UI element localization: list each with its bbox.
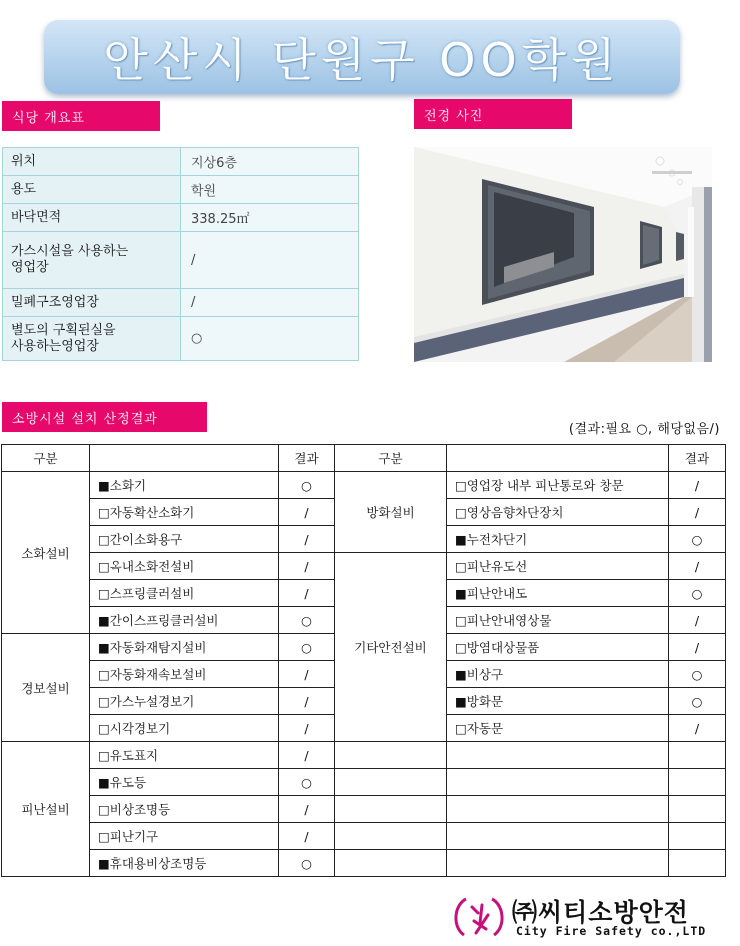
- photo-section-label: 전경 사진: [414, 99, 572, 129]
- facility-result: /: [669, 634, 726, 661]
- facility-result: /: [279, 688, 335, 715]
- logo-korean-name: ㈜씨티소방안전: [512, 898, 689, 927]
- category-cell: 피난설비: [2, 742, 90, 877]
- table-row: [2, 850, 726, 877]
- facility-item: □방염대상물품: [447, 634, 669, 661]
- facility-result: /: [669, 715, 726, 742]
- facility-item: □시각경보기: [90, 715, 279, 742]
- facility-result: /: [669, 499, 726, 526]
- facility-result: ○: [669, 688, 726, 715]
- table-header-row: [2, 445, 726, 472]
- empty-cell: [669, 796, 726, 823]
- facility-result: ○: [279, 769, 335, 796]
- facility-item: ■소화기: [90, 472, 279, 499]
- empty-cell: [669, 850, 726, 877]
- overview-value: /: [181, 232, 359, 289]
- category-cell: 소화설비: [2, 472, 90, 634]
- table-row: [2, 823, 726, 850]
- category-cell: 기타안전설비: [335, 553, 447, 742]
- overview-table: [2, 147, 359, 361]
- facility-result: /: [279, 742, 335, 769]
- overview-key: 밀폐구조영업장: [3, 289, 181, 317]
- facility-item: □자동문: [447, 715, 669, 742]
- facility-item: □피난유도선: [447, 553, 669, 580]
- overview-value: 학원: [181, 176, 359, 204]
- facility-item: □유도표지: [90, 742, 279, 769]
- overview-row: [3, 289, 359, 317]
- facility-result: /: [279, 796, 335, 823]
- empty-cell: [447, 742, 669, 769]
- facility-item: ■유도등: [90, 769, 279, 796]
- header-category-left: 구분: [2, 445, 90, 472]
- company-logo: [448, 893, 732, 941]
- facility-item: □간이소화용구: [90, 526, 279, 553]
- overview-value: 지상6층: [181, 148, 359, 176]
- facility-item: ■방화문: [447, 688, 669, 715]
- facility-item: □자동화재속보설비: [90, 661, 279, 688]
- empty-cell: [335, 769, 447, 796]
- facility-result: /: [279, 715, 335, 742]
- overview-key: 위치: [3, 148, 181, 176]
- facility-item: ■자동화재탐지설비: [90, 634, 279, 661]
- empty-cell: [335, 850, 447, 877]
- facility-item: ■누전차단기: [447, 526, 669, 553]
- legend-note: (결과:필요 ○, 해당없음/): [568, 422, 720, 437]
- header-item-left: [90, 445, 279, 472]
- fire-safety-logo-icon: [448, 893, 510, 939]
- table-row: [2, 742, 726, 769]
- overview-row: [3, 204, 359, 232]
- facility-item: □스프링클러설비: [90, 580, 279, 607]
- facility-item: □피난안내영상물: [447, 607, 669, 634]
- facility-item: □영업장 내부 피난통로와 창문: [447, 472, 669, 499]
- overview-row: [3, 176, 359, 204]
- result-section-label: 소방시설 설치 산정결과: [2, 402, 207, 432]
- facility-item: □피난기구: [90, 823, 279, 850]
- facility-item: ■피난안내도: [447, 580, 669, 607]
- header-item-right: [447, 445, 669, 472]
- overview-row: [3, 317, 359, 361]
- facility-item: □비상조명등: [90, 796, 279, 823]
- facility-result: /: [279, 553, 335, 580]
- empty-cell: [447, 823, 669, 850]
- facility-result: /: [279, 823, 335, 850]
- header-result-left: 결과: [279, 445, 335, 472]
- overview-key: 용도: [3, 176, 181, 204]
- logo-english-name: City Fire Safety co.,LTD: [516, 924, 707, 938]
- empty-cell: [669, 823, 726, 850]
- facility-result: /: [279, 580, 335, 607]
- empty-cell: [335, 796, 447, 823]
- overview-row: [3, 232, 359, 289]
- category-cell: 방화설비: [335, 472, 447, 553]
- empty-cell: [335, 742, 447, 769]
- facility-item: □자동확산소화기: [90, 499, 279, 526]
- page-title: 안산시 단원구 OO학원: [103, 33, 621, 87]
- facility-item: □옥내소화전설비: [90, 553, 279, 580]
- facility-result: ○: [279, 607, 335, 634]
- table-row: [2, 796, 726, 823]
- building-photo: [414, 147, 712, 362]
- fire-facility-table: [1, 444, 726, 877]
- facility-item: ■비상구: [447, 661, 669, 688]
- header-result-right: 결과: [669, 445, 726, 472]
- facility-result: /: [279, 661, 335, 688]
- facility-result: ○: [669, 580, 726, 607]
- facility-result: ○: [279, 850, 335, 877]
- facility-result: ○: [669, 661, 726, 688]
- table-row: [2, 769, 726, 796]
- header-category-right: 구분: [335, 445, 447, 472]
- facility-result: ○: [279, 472, 335, 499]
- facility-result: /: [669, 472, 726, 499]
- facility-result: /: [279, 526, 335, 553]
- empty-cell: [669, 742, 726, 769]
- table-row: [2, 553, 726, 580]
- category-cell: 경보설비: [2, 634, 90, 742]
- overview-value: ○: [181, 317, 359, 361]
- empty-cell: [335, 823, 447, 850]
- empty-cell: [669, 769, 726, 796]
- title-banner: [44, 20, 680, 94]
- facility-result: /: [669, 607, 726, 634]
- facility-result: ○: [279, 634, 335, 661]
- empty-cell: [447, 796, 669, 823]
- facility-result: /: [279, 499, 335, 526]
- table-row: [2, 472, 726, 499]
- overview-section-label: 식당 개요표: [2, 101, 160, 131]
- facility-item: ■휴대용비상조명등: [90, 850, 279, 877]
- empty-cell: [447, 850, 669, 877]
- facility-result: ○: [669, 526, 726, 553]
- empty-cell: [447, 769, 669, 796]
- facility-item: □영상음향차단장치: [447, 499, 669, 526]
- facility-item: ■간이스프링클러설비: [90, 607, 279, 634]
- overview-key: 가스시설을 사용하는 영업장: [3, 232, 181, 289]
- overview-value: 338.25㎡: [181, 204, 359, 232]
- facility-item: □가스누설경보기: [90, 688, 279, 715]
- overview-row: [3, 148, 359, 176]
- overview-key: 별도의 구획된실을 사용하는영업장: [3, 317, 181, 361]
- facility-result: /: [669, 553, 726, 580]
- overview-key: 바닥면적: [3, 204, 181, 232]
- overview-value: /: [181, 289, 359, 317]
